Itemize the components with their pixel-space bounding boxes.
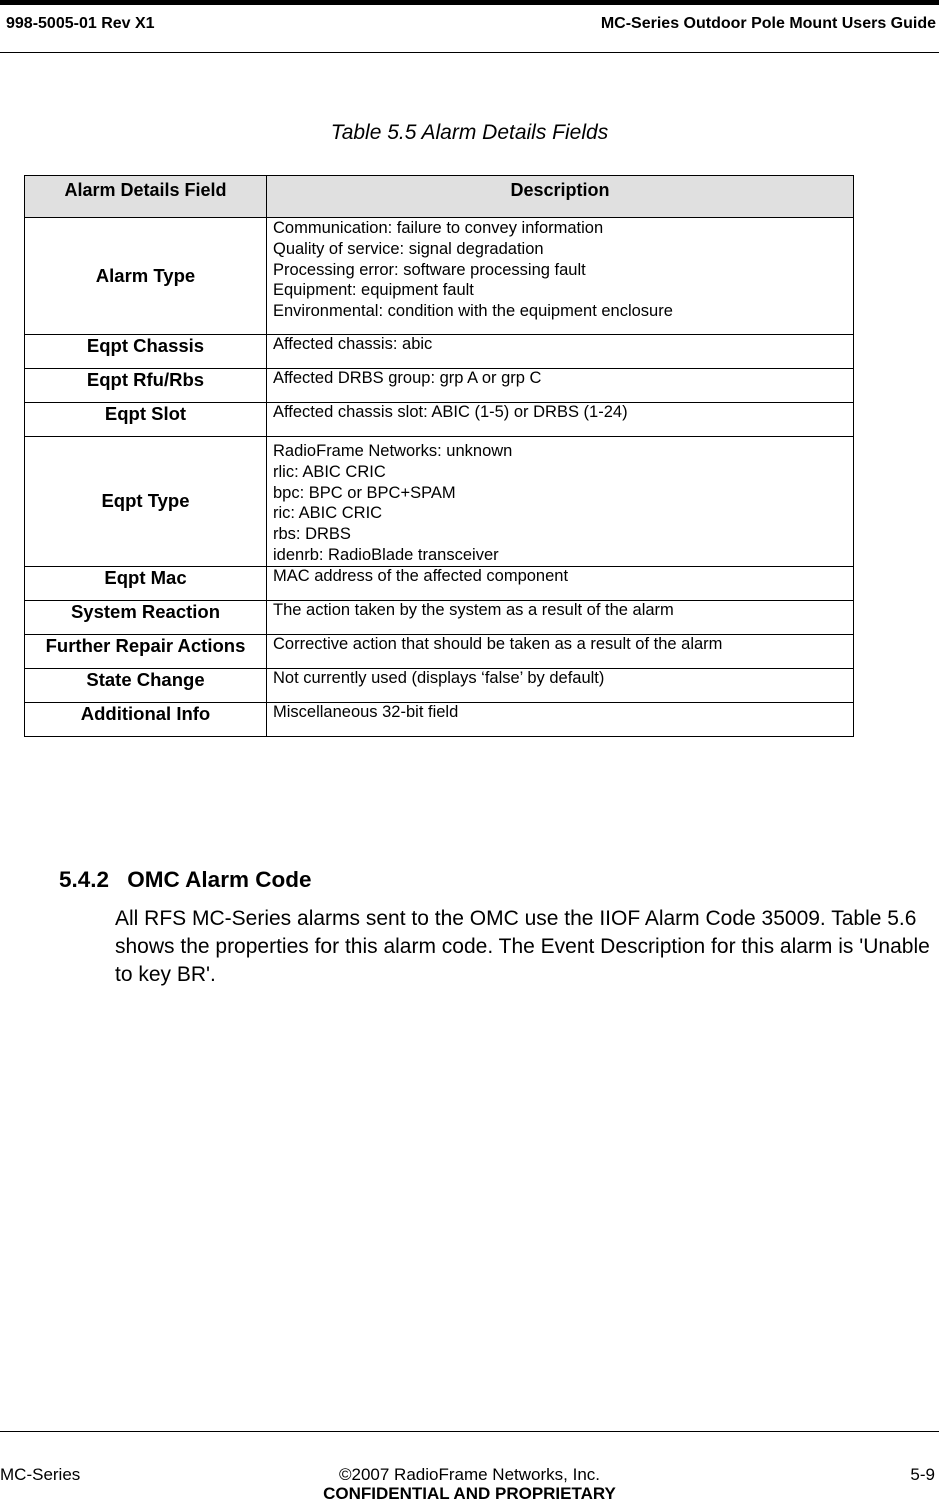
description-line: rlic: ABIC CRIC	[273, 462, 386, 481]
table-row	[25, 403, 854, 437]
field-description: Corrective action that should be taken as a result of the alarm	[267, 634, 854, 668]
field-description: Not currently used (displays ‘false’ by default)	[267, 668, 854, 702]
field-name: Alarm Type	[25, 218, 267, 335]
footer-product: MC-Series	[0, 1465, 81, 1484]
table-row	[25, 335, 854, 369]
table-row	[25, 702, 854, 736]
footer-confidential: CONFIDENTIAL AND PROPRIETARY	[323, 1484, 616, 1503]
table-caption: Table 5.5 Alarm Details Fields	[330, 121, 609, 144]
description-line: Equipment: equipment fault	[273, 281, 474, 300]
field-description	[267, 437, 854, 567]
column-header-field: Alarm Details Field	[25, 176, 267, 218]
field-name: Eqpt Type	[25, 437, 267, 567]
table-row	[25, 369, 854, 403]
footer-rule	[0, 1431, 939, 1432]
description-line: Quality of service: signal degradation	[273, 239, 544, 258]
footer-copyright: ©2007 RadioFrame Networks, Inc.	[338, 1465, 601, 1484]
guide-title: MC-Series Outdoor Pole Mount Users Guide	[600, 15, 936, 32]
table-row	[25, 634, 854, 668]
section-heading	[59, 867, 311, 893]
field-description: MAC address of the affected component	[267, 566, 854, 600]
header-top-bar	[0, 0, 939, 5]
description-line: RadioFrame Networks: unknown	[273, 442, 513, 460]
field-description: Affected chassis: abic	[267, 335, 854, 369]
description-line: rbs: DRBS	[273, 525, 351, 544]
table-row	[25, 566, 854, 600]
column-header-description: Description	[267, 176, 854, 218]
description-line: Communication: failure to convey information	[273, 219, 604, 237]
field-name: Eqpt Mac	[25, 566, 267, 600]
field-description: Affected DRBS group: grp A or grp C	[267, 369, 854, 403]
field-name: Additional Info	[25, 702, 267, 736]
field-name: System Reaction	[25, 600, 267, 634]
field-name: Eqpt Rfu/Rbs	[25, 369, 267, 403]
field-name: State Change	[25, 668, 267, 702]
table-header-row	[25, 176, 854, 218]
field-description: The action taken by the system as a result of the alarm	[267, 600, 854, 634]
field-name: Eqpt Chassis	[25, 335, 267, 369]
field-description: Miscellaneous 32-bit field	[267, 702, 854, 736]
section-title: OMC Alarm Code	[127, 867, 312, 892]
page-number: 5-9	[910, 1465, 935, 1484]
doc-number: 998-5005-01 Rev X1	[6, 15, 155, 32]
description-line: idenrb: RadioBlade transceiver	[273, 545, 499, 564]
section-number: 5.4.2	[59, 867, 110, 892]
field-name: Further Repair Actions	[25, 634, 267, 668]
table-row	[25, 600, 854, 634]
description-line: bpc: BPC or BPC+SPAM	[273, 483, 456, 502]
field-description	[267, 218, 854, 335]
table-row	[25, 218, 854, 335]
description-line: Processing error: software processing fault	[273, 260, 586, 279]
description-line: ric: ABIC CRIC	[273, 504, 383, 523]
description-line: Environmental: condition with the equipment enclosure	[273, 302, 673, 321]
section-body: All RFS MC-Series alarms sent to the OMC use the IIOF Alarm Code 35009. Table 5.6 shows the properties for this alarm code. The Event Description for this alarm is 'Unable to key BR'.	[115, 907, 930, 986]
field-name: Eqpt Slot	[25, 403, 267, 437]
table-row	[25, 437, 854, 567]
alarm-details-table	[24, 175, 854, 737]
table-row	[25, 668, 854, 702]
header-rule	[0, 52, 939, 53]
field-description: Affected chassis slot: ABIC (1-5) or DRBS (1-24)	[267, 403, 854, 437]
